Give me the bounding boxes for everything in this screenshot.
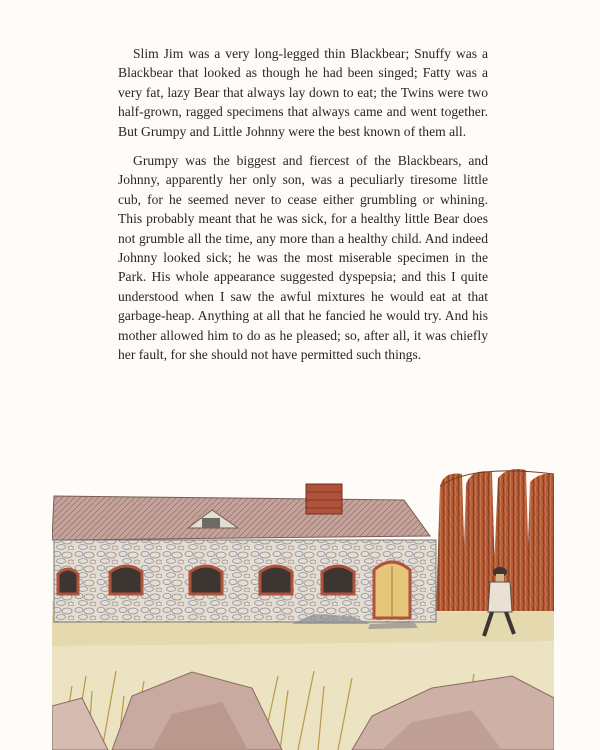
body-text	[118, 44, 488, 375]
paragraph: Grumpy was the biggest and fiercest of the Blackbears, and Johnny, apparently her only son, was a peculiarly tiresome little cub, for he seemed never to cease either grumbling or whining. This probably meant that he was sick, for a healthy little Bear does not grumble all the time, any more than a healthy child. And indeed Johnny looked sick; he was the most miserable specimen in the Park. His whole appearance suggested dyspepsia; and this I quite understood when I saw the awful mixtures he would eat at that garbage-heap. Anything at all that he fancied he would try. And his mother allowed him to do as he pleased; so, after all, it was chiefly her fault, for she should not have permitted such things.	[118, 153, 488, 363]
house	[52, 484, 436, 629]
paragraph: Slim Jim was a very long-legged thin Blackbear; Snuffy was a Blackbear that looked as though he had been singed; Fatty was a very fat, lazy Bear that always lay down to eat; the Twins were two half-grown, ragged specimens that always came and went together. But Grumpy and Little Johnny were the best known of them all.	[118, 46, 488, 139]
illustration	[52, 466, 554, 750]
